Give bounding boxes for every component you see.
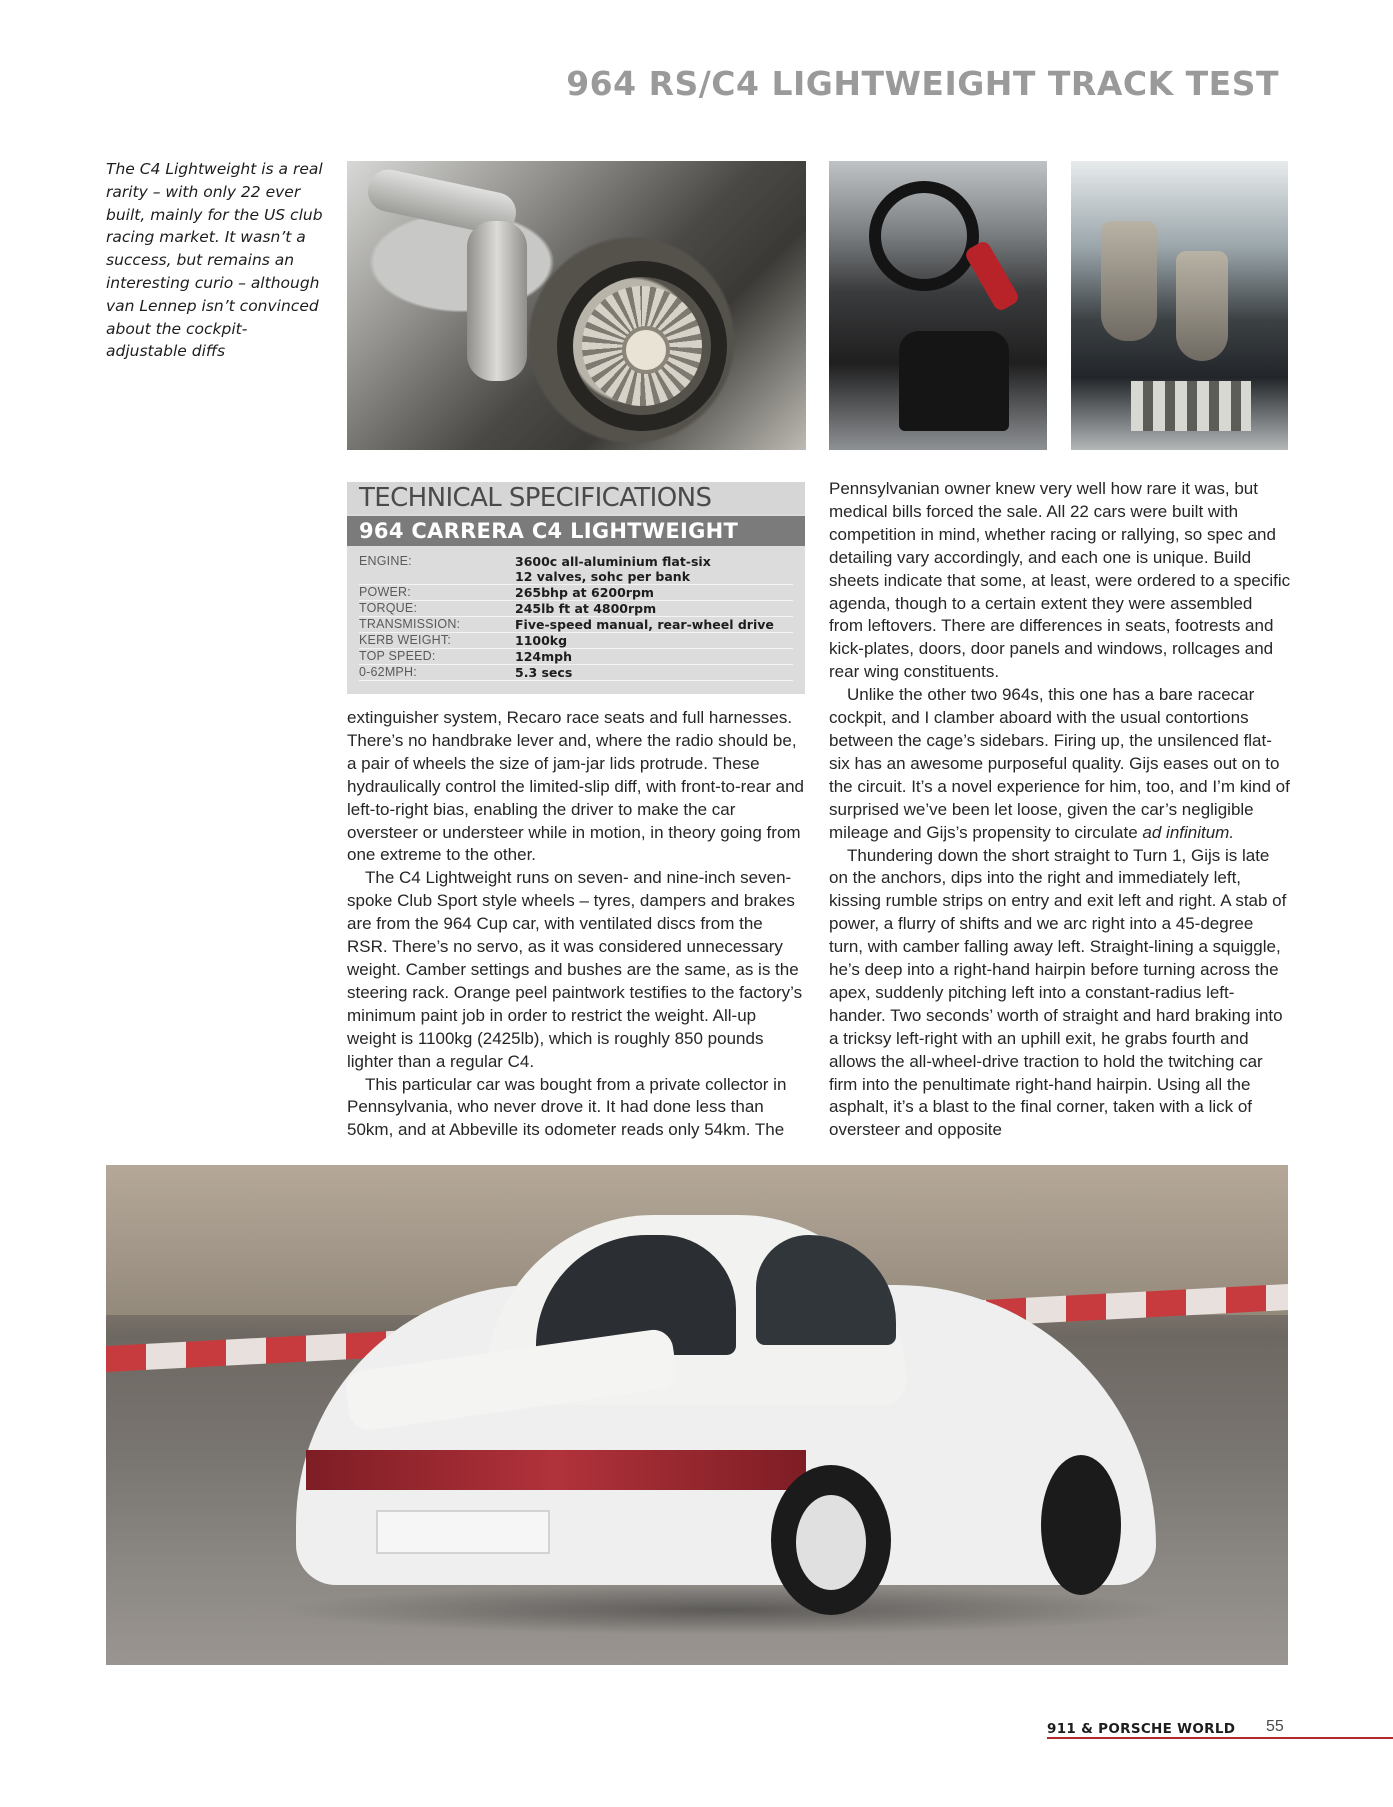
body-italic-text: ad infinitum. xyxy=(1142,822,1235,842)
pedals-photo xyxy=(1071,161,1288,450)
body-paragraph xyxy=(829,684,1291,844)
spec-value: 3600c all-aluminium flat-six 12 valves, sohc per bank xyxy=(515,554,711,584)
spec-row-transmission xyxy=(359,617,793,633)
technical-specifications-box xyxy=(347,482,805,694)
spec-label: TOP SPEED: xyxy=(359,649,436,663)
spec-row-kerb-weight xyxy=(359,633,793,649)
spec-label: 0-62MPH: xyxy=(359,665,417,679)
page-title: 964 RS/C4 LIGHTWEIGHT TRACK TEST xyxy=(566,64,1279,103)
body-paragraph: This particular car was bought from a private collector in Pennsylvania, who never drove it. It had done less than 50km, and at Abbeville its odometer reads only 54km. The xyxy=(347,1074,787,1140)
spec-rows xyxy=(359,554,793,681)
engine-photo xyxy=(347,161,806,450)
spec-label: TRANSMISSION: xyxy=(359,617,461,631)
spec-value: 265bhp at 6200rpm xyxy=(515,585,654,600)
body-column-left xyxy=(347,707,807,1142)
spec-value: Five-speed manual, rear-wheel drive xyxy=(515,617,774,632)
magazine-name: 911 & PORSCHE WORLD xyxy=(1047,1721,1236,1737)
spec-label: ENGINE: xyxy=(359,554,412,568)
photo-caption: The C4 Lightweight is a real rarity – with only 22 ever built, mainly for the US club racing market. It wasn’t a success, but remains an interesting curio – although van Lennep isn’t convinced about the cockpit-adjustable diffs xyxy=(106,160,323,361)
spec-row-top-speed xyxy=(359,649,793,665)
cockpit-photo xyxy=(829,161,1047,450)
spec-value: 5.3 secs xyxy=(515,665,573,680)
spec-row-engine xyxy=(359,554,793,585)
body-paragraph: extinguisher system, Recaro race seats and full harnesses. There’s no handbrake lever and, where the radio should be, a pair of wheels the size of jam-jar lids protrude. These hydraulically control the limited-slip diff, with front-to-rear and left-to-right bias, enabling the driver to make the car oversteer or understeer while in motion, in theory going from one extreme to the other. xyxy=(347,708,804,865)
body-paragraph: Thundering down the short straight to Turn 1, Gijs is late on the anchors, dips into the right and immediately left, kissing rumble strips on entry and exit left and right. A stab of power, a flurry of shifts and we arc right into a 45-degree turn, with camber falling away left. Straight-lining a squiggle, he’s deep into a right-hand hairpin before turning across the apex, suddenly pitching left into a constant-radius left-hander. Two seconds’ worth of straight and hard braking into a tricksy left-right with an uphill exit, he grabs fourth and allows the all-wheel-drive traction to hold the twitching car firm into the penultimate right-hand hairpin. Using all the asphalt, it’s a blast to the final corner, taken with a lick of oversteer and opposite xyxy=(829,845,1287,1140)
body-column-right xyxy=(829,478,1291,1142)
spec-row-torque xyxy=(359,601,793,617)
spec-label: POWER: xyxy=(359,585,411,599)
body-paragraph: The C4 Lightweight runs on seven- and nine-inch seven-spoke Club Sport style wheels – tyres, dampers and brakes are from the 964 Cup car, with ventilated discs from the RSR. There’s no servo, as it was considered unnecessary weight. Camber settings and bushes are the same, as is the steering rack. Orange peel paintwork testifies to the factory’s minimum paint job in order to restrict the weight. All-up weight is 1100kg (2425lb), which is roughly 850 pounds lighter than a regular C4. xyxy=(347,868,803,1071)
spec-row-power xyxy=(359,585,793,601)
car-on-track-photo xyxy=(106,1165,1288,1665)
spec-value: 124mph xyxy=(515,649,572,664)
spec-value: 1100kg xyxy=(515,633,568,648)
spec-value: 245lb ft at 4800rpm xyxy=(515,601,657,616)
spec-label: TORQUE: xyxy=(359,601,418,615)
specs-model-name: 964 CARRERA C4 LIGHTWEIGHT xyxy=(347,516,805,546)
footer-rule xyxy=(1047,1737,1393,1739)
spec-label: KERB WEIGHT: xyxy=(359,633,451,647)
body-text: Unlike the other two 964s, this one has a bare racecar cockpit, and I clamber aboard with the usual contortions between the cage’s sidebars. Firing up, the unsilenced flat-six has an awesome purposeful quality. Gijs eases out on to the circuit. It’s a novel experience for him, too, and I’m kind of surprised we’ve been let loose, given the car’s negligible mileage and Gijs’s propensity to circulate xyxy=(829,685,1290,842)
body-paragraph: Pennsylvanian owner knew very well how rare it was, but medical bills forced the sale. All 22 cars were built with competition in mind, whether racing or rallying, so spec and detailing vary accordingly, and each one is unique. Build sheets indicate that some, at least, were ordered to a specific agenda, though to a certain extent they were assembled from leftovers. There are differences in seats, footrests and kick-plates, doors, door panels and windows, rollcages and rear wing constituents. xyxy=(829,479,1291,682)
page-number: 55 xyxy=(1266,1718,1284,1735)
spec-row-0-62mph xyxy=(359,665,793,681)
specs-heading: TECHNICAL SPECIFICATIONS xyxy=(347,482,805,514)
